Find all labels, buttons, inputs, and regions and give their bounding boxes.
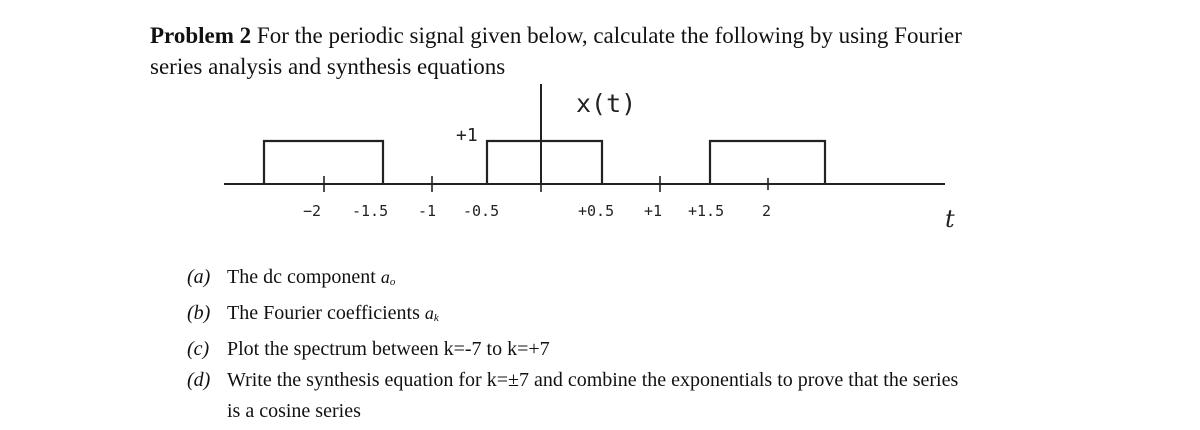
tick-label: +1 (644, 202, 663, 220)
part-text (227, 262, 395, 298)
part-c (187, 334, 958, 365)
pulse-3 (710, 141, 825, 184)
signal-label: x(t) (576, 89, 637, 118)
part-letter: (a) (187, 266, 211, 288)
part-letter: (d) (187, 369, 211, 391)
part-letter: (c) (187, 338, 210, 360)
tick-label: +1.5 (688, 202, 725, 220)
part-letter: (b) (187, 302, 211, 324)
question-parts (187, 262, 958, 427)
tick-labels (303, 202, 771, 220)
tick-label: 2 (762, 202, 772, 220)
part-d (187, 365, 958, 396)
pulse-train (264, 141, 825, 184)
part-b (187, 298, 958, 334)
part-text-body: The dc component (227, 266, 381, 288)
problem-title-line-2: series analysis and synthesis equations (150, 54, 506, 79)
tick-label: -0.5 (463, 202, 500, 220)
amplitude-label: +1 (456, 125, 478, 146)
tick-marks (324, 170, 768, 192)
dc-subscript: o (389, 276, 396, 288)
part-text-body: The Fourier coefficients (227, 302, 425, 324)
tick-label: −2 (303, 202, 322, 220)
part-a (187, 262, 958, 298)
part-text (227, 298, 439, 334)
tick-label: +0.5 (578, 202, 615, 220)
tick-label: -1.5 (352, 202, 389, 220)
problem-number: Problem 2 (150, 23, 252, 48)
tick-label: -1 (418, 202, 437, 220)
time-axis-label: t (945, 205, 955, 233)
part-d-continuation: is a cosine series (227, 400, 361, 422)
pulse-2 (487, 141, 602, 184)
problem-text: For the periodic signal given below, calculate the following by using Fourier (251, 23, 962, 48)
coefficient-subscript: k (433, 312, 439, 324)
part-text: Plot the spectrum between k=-7 to k=+7 (227, 338, 550, 360)
part-text: Write the synthesis equation for k=±7 and combine the exponentials to prove that the series (227, 369, 959, 391)
dc-symbol: a (380, 267, 390, 287)
coefficient-symbol: a (424, 303, 434, 323)
